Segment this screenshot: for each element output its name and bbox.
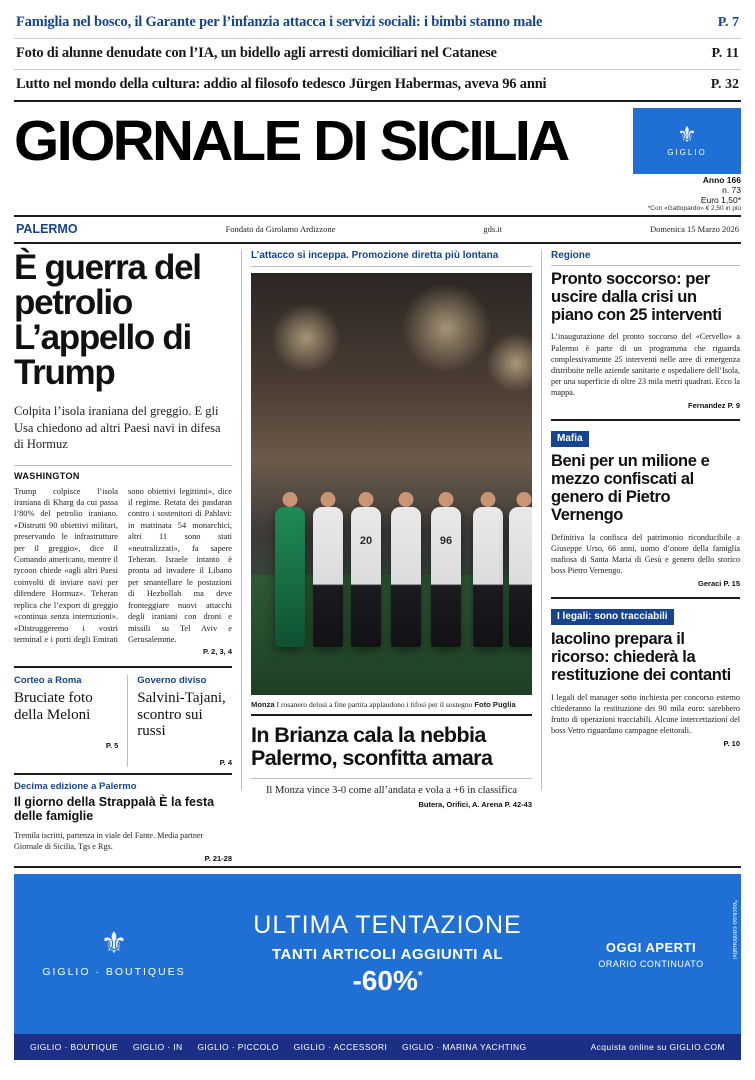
sponsor-name: GIGLIO bbox=[667, 148, 707, 157]
ad-cta-link[interactable]: Acquista online su GIGLIO.COM bbox=[590, 1042, 725, 1052]
ad-hours bbox=[561, 940, 741, 969]
player-figure bbox=[391, 507, 421, 647]
promo-headline: Il giorno della Strappalà È la festa delle famiglie bbox=[14, 794, 215, 824]
ad-footer bbox=[14, 1034, 741, 1060]
article-headline: Iacolino prepara il ricorso: chiederà la restituzione dei contanti bbox=[551, 630, 731, 684]
photo-credit: Foto Puglia bbox=[474, 700, 516, 709]
photo-caption-text: I rosanero delusi a fine partita applaudono i tifosi per il sostegno bbox=[274, 700, 475, 709]
teaser-headline: Lutto nel mondo della cultura: addio al filosofo tedesco Jürgen Habermas, aveva 96 anni bbox=[16, 76, 547, 92]
center-column bbox=[242, 250, 542, 809]
edition-price-note: *Con «Gattopardo» € 2,50 in più bbox=[647, 205, 741, 212]
player-figure bbox=[431, 507, 461, 647]
publication-date: Domenica 15 Marzo 2026 bbox=[650, 224, 739, 234]
founder-note: Fondato da Girolamo Ardizzone bbox=[225, 224, 336, 234]
ad-banner[interactable] bbox=[14, 874, 741, 1034]
right-column bbox=[542, 250, 740, 790]
article-headline: Pronto soccorso: per uscire dalla crisi un piano con 25 interventi bbox=[551, 270, 722, 324]
ad-brand bbox=[14, 927, 214, 978]
ad-subline: TANTI ARTICOLI AGGIUNTI AL bbox=[271, 946, 504, 963]
main-content bbox=[14, 244, 741, 863]
article-headline: Beni per un milione e mezzo confiscati al genero di Pietro Vernengo bbox=[551, 452, 710, 524]
player-figure bbox=[509, 507, 532, 647]
article-body: L’inaugurazione del pronto soccorso del «Cervello» a Palermo è parte di un programma che riguarda complessivamente 25 interventi nelle aree di emergenza distribuite nelle aziende sanitarie e ospedaliere dell’Isola, per una superficie di oltre 23 mila metri quadrati. Ecco la mappa. bbox=[551, 332, 740, 398]
right-article[interactable] bbox=[551, 606, 740, 748]
brief-page-ref: P. 4 bbox=[219, 757, 232, 767]
fleur-de-lis-icon: ⚜ bbox=[100, 927, 128, 960]
teaser-page: P. 11 bbox=[711, 46, 739, 61]
brief-headline: Salvini-Tajani, scontro sui russi bbox=[137, 690, 226, 740]
divider bbox=[14, 465, 232, 466]
ad-discount-asterisk: * bbox=[417, 968, 423, 983]
center-kicker: L’attacco si inceppa. Promozione diretta più lontana bbox=[251, 250, 532, 267]
player-number: 96 bbox=[439, 535, 453, 547]
lead-subheadline: Colpita l’isola iraniana del greggio. E gli Usa chiedono ad altri Paesi navi in difesa di Hormuz bbox=[14, 404, 221, 451]
player-figure bbox=[313, 507, 343, 647]
player-figure bbox=[275, 507, 305, 647]
ad-brand-item[interactable]: GIGLIO · ACCESSORI bbox=[293, 1042, 388, 1052]
brief-group bbox=[14, 675, 232, 767]
info-bar bbox=[14, 215, 741, 244]
brief-kicker: Corteo a Roma bbox=[14, 675, 82, 687]
photo-caption bbox=[251, 695, 532, 716]
lead-photo bbox=[251, 273, 532, 695]
right-article[interactable] bbox=[551, 428, 740, 588]
ad-discount bbox=[214, 965, 561, 997]
masthead bbox=[0, 106, 755, 174]
article-body: Definitiva la confisca del patrimonio riconducibile a Giuseppe Urso, 66 anni, uomo d’onore della famiglia mafiosa di Santa Maria di Gesù e genero dello storico boss Pietro Vernengo. bbox=[551, 532, 740, 576]
ad-brand-item[interactable]: GIGLIO · MARINA YACHTING bbox=[402, 1042, 527, 1052]
article-byline: Geraci P. 15 bbox=[698, 579, 740, 589]
ad-open-today: OGGI APERTI bbox=[605, 939, 697, 955]
lead-page-ref: P. 2, 3, 4 bbox=[202, 647, 232, 657]
lead-body-text: Trump colpisce l’isola iraniana di Kharg da cui passa l’80% del petrolio iraniano. «Distrutti 90 obiettivi militari, preservando le infrastrutture per il greggio», dice il Comando americano, mentre il tycoon chiede «agli altri Paesi coinvolti di inviare navi per difendere Hormuz». Teheran replica che l’export di greggio «continua senza interruzioni». «Distruggeremo i vostri terminal e i porti degli Emirati sono obiettivi legittimi», dice il regime. Retata dei pasdaran contro i sostenitori di Pahlavi: in mattinata 54 monarchici, altri 11 sono stati «neutralizzati», fa sapere Teheran. Israele intanto è pronta ad invadere il Libano per smantellare le postazioni di Hezbollah ma deve fronteggiare nuovi attacchi degli iraniani con droni e missili su Tel Aviv e Gerusalemme. bbox=[14, 486, 232, 644]
ad-discount-value: -60% bbox=[352, 965, 418, 996]
brief-kicker: Governo diviso bbox=[137, 675, 207, 687]
teaser-headline: Famiglia nel bosco, il Garante per l’infanzia attacca i servizi sociali: i bimbi stanno male bbox=[16, 14, 543, 30]
brief-page-ref: P. 5 bbox=[105, 741, 119, 751]
teaser-row[interactable] bbox=[14, 70, 741, 102]
teaser-headline: Foto di alunne denudate con l’IA, un bidello agli arresti domiciliari nel Catanese bbox=[16, 45, 497, 61]
bottom-advertisement[interactable] bbox=[14, 866, 741, 1066]
divider bbox=[551, 419, 740, 421]
ad-headline: ULTIMA TENTAZIONE bbox=[253, 911, 522, 939]
ad-brand-item[interactable]: GIGLIO · IN bbox=[132, 1042, 183, 1052]
teaser-page: P. 7 bbox=[717, 15, 739, 30]
sponsor-logo[interactable] bbox=[633, 108, 741, 174]
edition-price: Euro 1,50* bbox=[700, 195, 741, 205]
player-number: 20 bbox=[359, 535, 373, 547]
ad-brand-item[interactable]: GIGLIO · BOUTIQUE bbox=[30, 1042, 119, 1052]
center-headline[interactable]: In Brianza cala la nebbia Palermo, sconfitta amara bbox=[251, 723, 493, 770]
section-kicker: Mafia bbox=[551, 431, 589, 447]
edition-city: PALERMO bbox=[16, 222, 78, 236]
brief-item[interactable] bbox=[127, 675, 232, 767]
center-byline: Butera, Orifici, A. Arena P. 42-43 bbox=[418, 799, 532, 809]
teaser-row[interactable] bbox=[14, 8, 741, 39]
right-article[interactable] bbox=[551, 250, 740, 410]
photo-caption-lead: Monza bbox=[251, 700, 275, 709]
brief-headline: Bruciate foto della Meloni bbox=[14, 690, 93, 723]
article-byline: P. 10 bbox=[723, 739, 740, 749]
dateline: WASHINGTON bbox=[14, 470, 80, 481]
ad-brand-item[interactable]: GIGLIO · PICCOLO bbox=[197, 1042, 279, 1052]
divider bbox=[14, 666, 232, 668]
promo-kicker: Decima edizione a Palermo bbox=[14, 780, 137, 792]
edition-year: Anno 166 bbox=[702, 175, 741, 185]
promo-article[interactable] bbox=[14, 773, 232, 863]
player-figure bbox=[473, 507, 503, 647]
divider bbox=[551, 597, 740, 599]
section-kicker: Regione bbox=[551, 250, 740, 266]
website-url[interactable]: gds.it bbox=[483, 224, 502, 234]
teaser-page: P. 32 bbox=[710, 77, 739, 92]
article-byline: Fernandez P. 9 bbox=[688, 401, 740, 411]
ad-footnote: *escluso continuativi bbox=[731, 900, 738, 959]
ad-message bbox=[214, 911, 561, 997]
ad-brand-list bbox=[30, 1042, 539, 1052]
edition-number: n. 73 bbox=[722, 185, 741, 195]
left-column bbox=[14, 248, 242, 863]
center-subheadline: Il Monza vince 3-0 come all’andata e vola a +6 in classifica bbox=[251, 778, 532, 796]
section-kicker: I legali: sono tracciabili bbox=[551, 609, 674, 625]
ad-hours-note: ORARIO CONTINUATO bbox=[598, 958, 704, 969]
article-body: I legali del manager sotto inchiesta per concorso esterno chiederanno la restituzione dei 90 mila euro: sarebbero frutto di operazioni tracciabili. Alcune intercettazioni del boss Vetro riguardano campagne elettorali. bbox=[551, 692, 740, 736]
page-title: GIORNALE DI SICILIA bbox=[14, 108, 568, 173]
promo-body: Tremila iscritti, partenza in viale del Fante. Media partner Giornale di Sicilia, Tgs e Rgs. bbox=[14, 830, 204, 851]
promo-page-ref: P. 21-28 bbox=[204, 853, 232, 863]
edition-info bbox=[0, 174, 755, 212]
lead-headline[interactable]: È guerra del petrolio L’appello di Trump bbox=[14, 248, 201, 392]
ad-brand-name: GIGLIO · BOUTIQUES bbox=[42, 966, 186, 978]
teaser-strip bbox=[0, 0, 755, 106]
fleur-de-lis-icon: ⚜ bbox=[677, 122, 697, 147]
teaser-row[interactable] bbox=[14, 39, 741, 70]
player-figure bbox=[351, 507, 381, 647]
brief-item[interactable] bbox=[14, 675, 118, 767]
